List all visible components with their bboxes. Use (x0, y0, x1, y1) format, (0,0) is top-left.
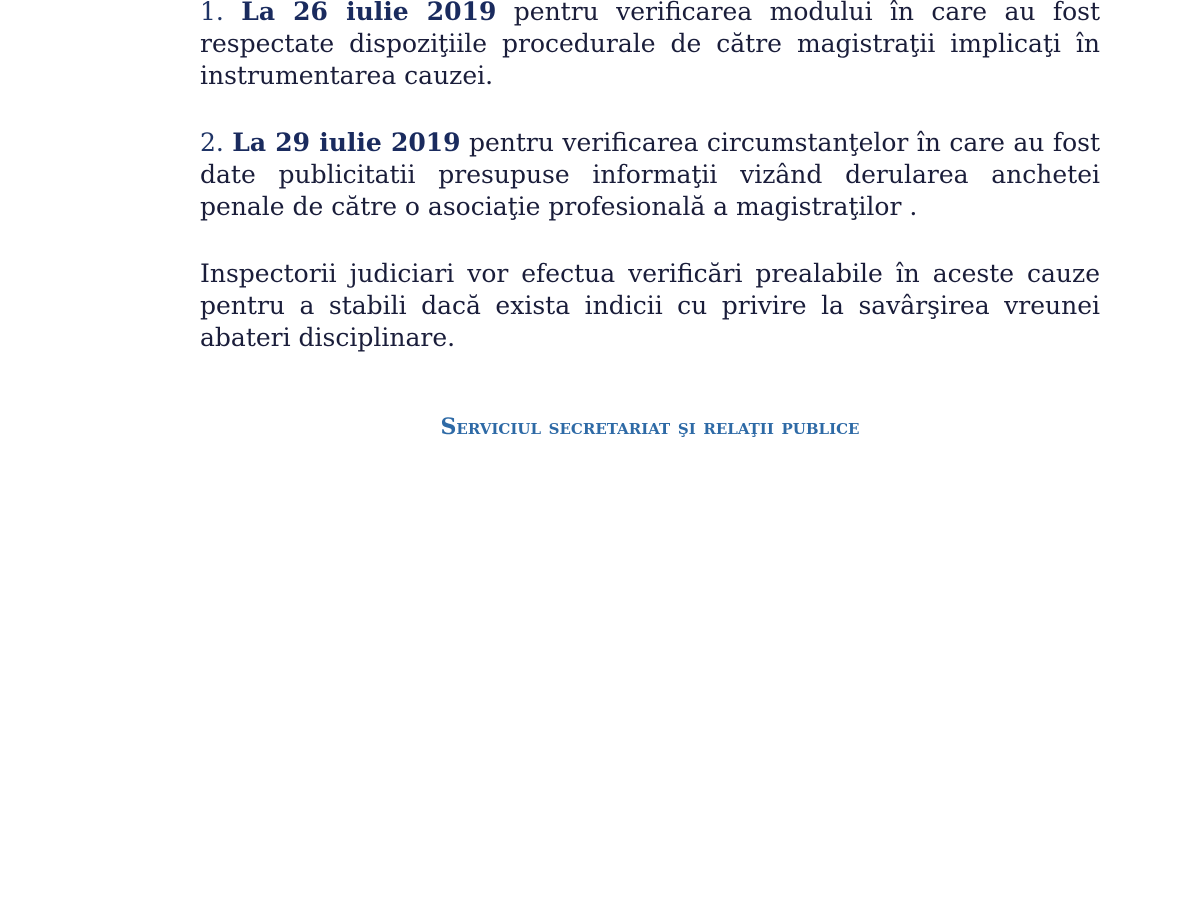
item-date: La 26 iulie 2019 (241, 0, 497, 26)
list-item-2 (200, 127, 1100, 223)
item-number: 1. (200, 0, 224, 26)
signature-department: Serviciul secretariat şi relaţii publice (440, 414, 860, 440)
item-text: pentru verificarea circumstanţelor în care au fost date publicitatii presupuse informaţii vizând derularea anchetei penale de către o asociaţie profesională a magistraţilor . (200, 128, 1100, 221)
document-body (200, 0, 1100, 389)
closing-paragraph: Inspectorii judiciari vor efectua verificări prealabile în aceste cauze pentru a stabili dacă exista indicii cu privire la savârşirea vreunei abateri disciplinare. (200, 259, 1100, 352)
list-item-1 (200, 0, 1100, 92)
item-date: La 29 iulie 2019 (232, 128, 461, 157)
item-number: 2. (200, 128, 224, 157)
item-text: pentru verificarea modului în care au fost respectate dispoziţiile procedurale de către magistraţii implicaţi în instrumentarea cauzei. (200, 0, 1101, 90)
